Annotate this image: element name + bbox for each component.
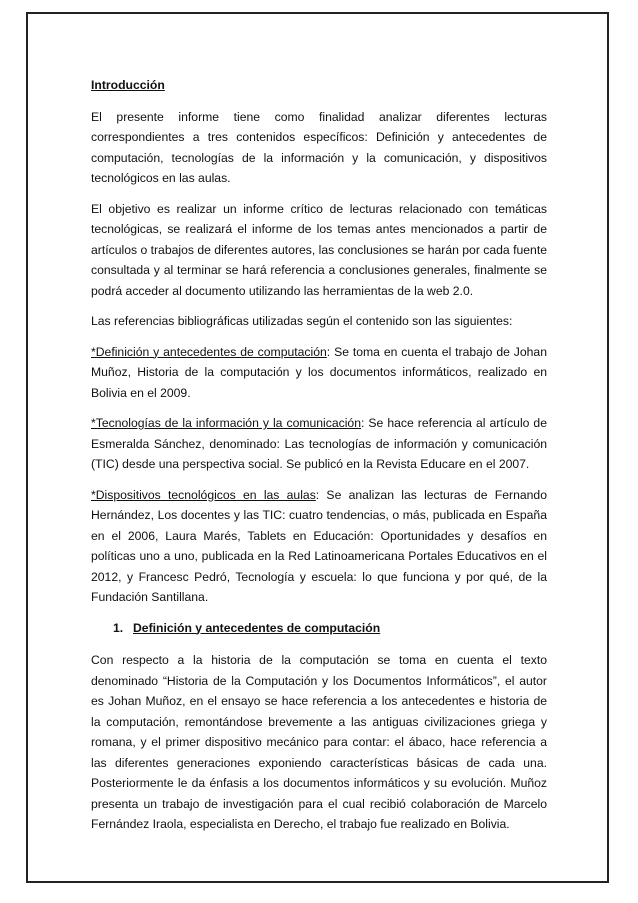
reference-text: : Se hace referencia al artículo de Esmeralda Sánchez, denominado: Las tecnologías de información y comunicación (TIC) desde una perspectiva social. Se publicó en la Revista Educare en el 2007. [91,416,547,471]
reference-label: *Dispositivos tecnológicos en las aulas [91,487,316,502]
reference-dispositivos [91,485,547,608]
section-1-heading [91,618,547,639]
section-number: 1. [113,620,124,635]
reference-tic [91,413,547,475]
introduction-heading: Introducción [91,78,165,92]
reference-text: : Se analizan las lecturas de Fernando Hernández, Los docentes y las TIC: cuatro tendencias, o más, publicada en España en el 2006, Laura Marés, Tablets en Educación: Oportunidades y desafíos en políticas uno a uno, publicada en la Red Latinoamericana Portales Educativos en el 2012, y Francesc Pedró, Tecnología y escuela: lo que funciona y por qué, de la Fundación Santillana. [91,487,547,604]
reference-computacion [91,342,547,404]
reference-label: *Tecnologías de la información y la comunicación [91,416,361,430]
intro-paragraph-2: El objetivo es realizar un informe crítico de lecturas relacionado con temáticas tecnológicas, se realizará el informe de los temas antes mencionados a partir de artículos o trabajos de diferentes autores, las conclusiones se harán por cada fuente consultada y al terminar se hará referencia a conclusiones generales, finalmente se podrá acceder al documento utilizando las herramientas de la web 2.0. [91,201,547,298]
document-body [91,75,547,845]
section-title: Definición y antecedentes de computación [133,620,381,635]
reference-label: *Definición y antecedentes de computación [91,344,327,359]
reference-text: : Se toma en cuenta el trabajo de Johan Muñoz, Historia de la computación y los documentos informáticos, realizado en Bolivia en el 2009. [91,344,547,400]
section-1-body: Con respecto a la historia de la computación se toma en cuenta el texto denominado “Historia de la Computación y los Documentos Informáticos”, el autor es Johan Muñoz, en el ensayo se hace referencia a los antecedentes e historia de la computación, remontándose brevemente a las antiguas civilizaciones griega y romana, y el primer dispositivo mecánico para contar: el ábaco, hace referencia a las diferentes generaciones exponiendo características básicas de cada una. Posteriormente le da énfasis a los documentos informáticos y su evolución. Muñoz presenta un trabajo de investigación para el cual recibió colaboración de Marcelo Fernández Iraola, especialista en Derecho, el trabajo fue realizado en Bolivia. [91,653,547,831]
intro-paragraph-1: El presente informe tiene como finalidad analizar diferentes lecturas correspondientes a tres contenidos específicos: Definición y antecedentes de computación, tecnologías de la información y la comunicación, y dispositivos tecnológicos en las aulas. [91,109,547,185]
intro-paragraph-3: Las referencias bibliográficas utilizadas según el contenido son las siguientes: [91,314,513,328]
